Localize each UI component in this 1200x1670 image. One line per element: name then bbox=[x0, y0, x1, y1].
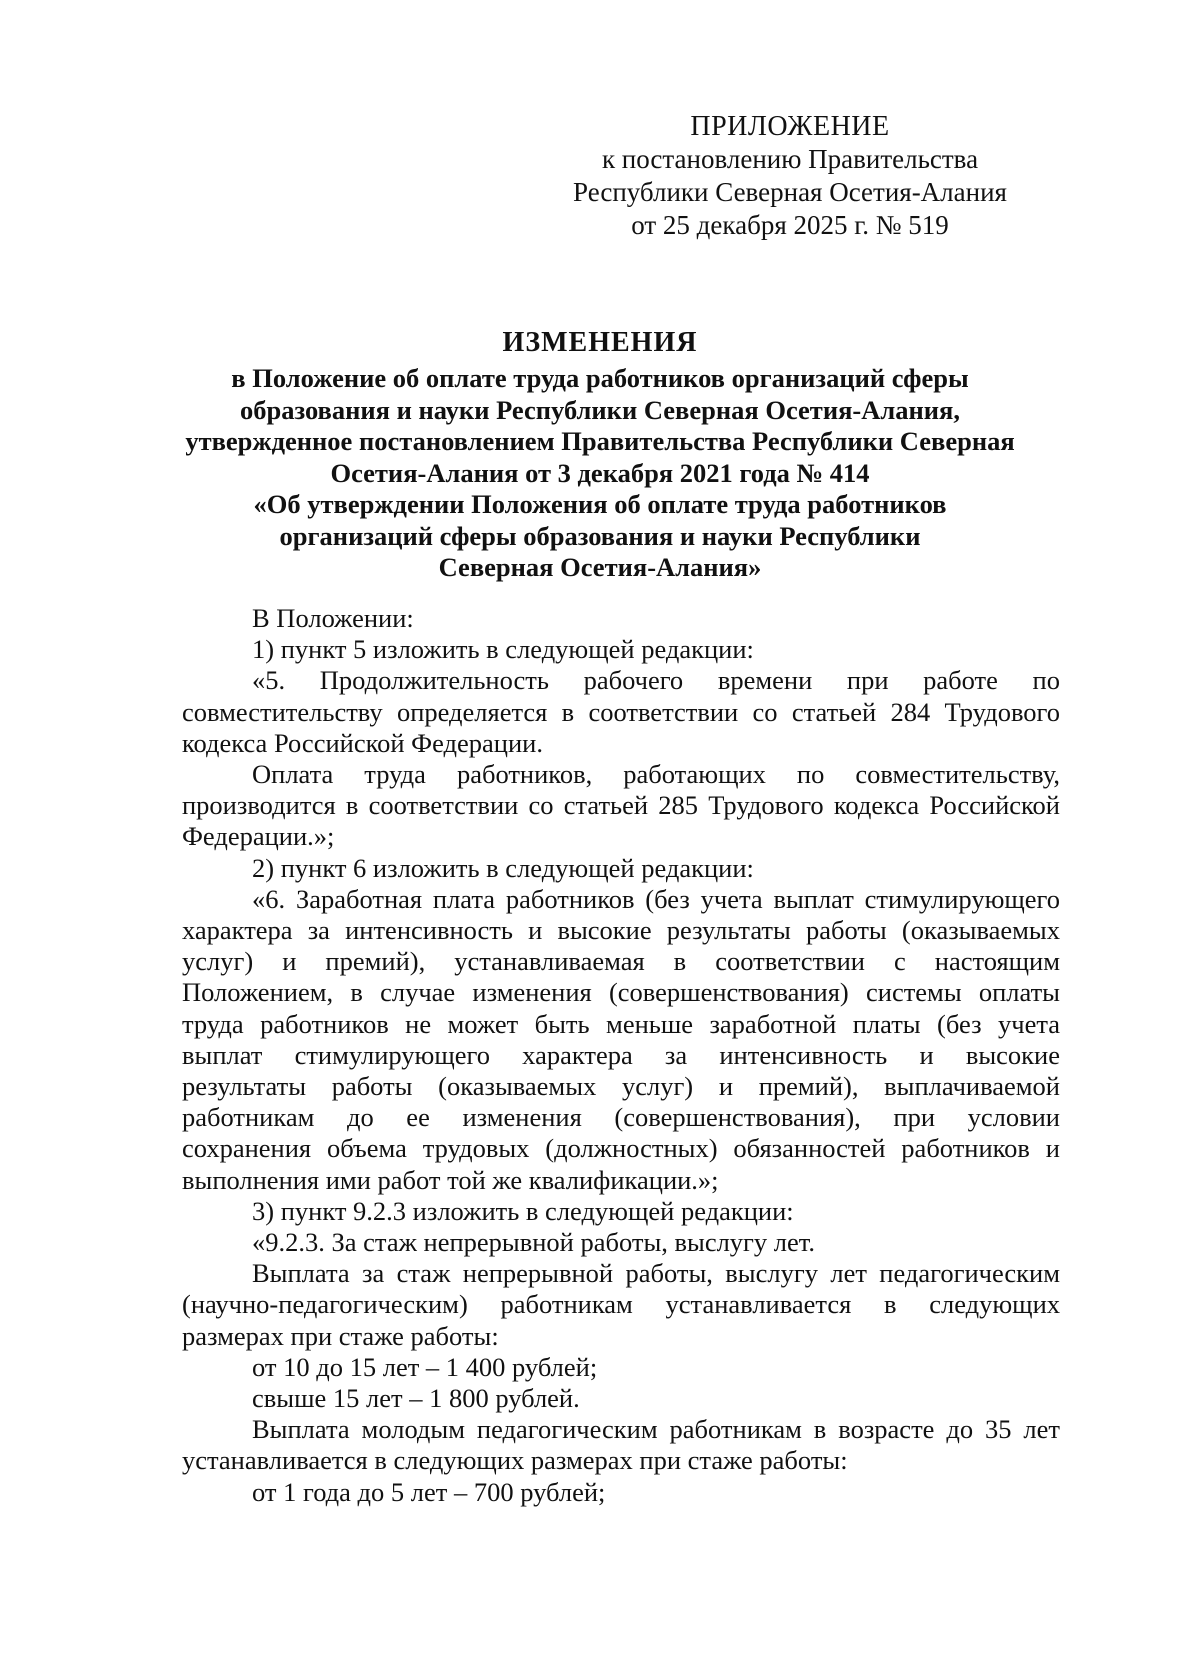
body-line: труда работников не может быть меньше заработной платы (без учета bbox=[182, 1008, 1060, 1039]
body-line: характера за интенсивность и высокие результаты работы (оказываемых bbox=[182, 915, 1060, 946]
body-line: от 1 года до 5 лет – 700 рублей; bbox=[252, 1476, 606, 1507]
body-line: свыше 15 лет – 1 800 рублей. bbox=[252, 1383, 580, 1414]
body-line: Положением, в случае изменения (совершенствования) системы оплаты bbox=[182, 977, 1060, 1008]
document-title bbox=[150, 325, 1050, 584]
body-line: кодекса Российской Федерации. bbox=[182, 727, 543, 758]
body-line: «9.2.3. За стаж непрерывной работы, выслугу лет. bbox=[252, 1227, 815, 1258]
appendix-line-3: от 25 декабря 2025 г. № 519 bbox=[631, 210, 949, 240]
title-line: Северная Осетия-Алания» bbox=[438, 552, 762, 582]
body-line: В Положении: bbox=[252, 603, 414, 633]
appendix-header bbox=[560, 110, 1020, 242]
document-body bbox=[182, 603, 1060, 1508]
body-line: 1) пункт 5 изложить в следующей редакции: bbox=[252, 634, 754, 665]
appendix-heading: ПРИЛОЖЕНИЕ bbox=[690, 111, 890, 142]
title-line: в Положение об оплате труда работников организаций сферы bbox=[231, 363, 969, 393]
body-line: Оплата труда работников, работающих по совместительству, bbox=[252, 759, 1060, 790]
body-line: результаты работы (оказываемых услуг) и премий), выплачиваемой bbox=[182, 1071, 1060, 1102]
body-line: Выплата молодым педагогическим работникам в возрасте до 35 лет bbox=[252, 1414, 1060, 1445]
body-line: (научно-педагогическим) работникам устанавливается в следующих bbox=[182, 1289, 1060, 1320]
title-line: организаций сферы образования и науки Республики bbox=[279, 520, 921, 551]
body-line: выполнения ими работ той же квалификации.»; bbox=[182, 1164, 719, 1195]
title-line: образования и науки Республики Северная Осетия-Алания, bbox=[239, 394, 961, 425]
body-line: сохранения объема трудовых (должностных) обязанностей работников и bbox=[182, 1133, 1060, 1164]
body-line: производится в соответствии со статьей 285 Трудового кодекса Российской bbox=[182, 790, 1060, 821]
title-line: «Об утверждении Положения об оплате труда работников bbox=[253, 489, 947, 519]
body-line: от 10 до 15 лет – 1 400 рублей; bbox=[252, 1351, 598, 1382]
body-line: работникам до ее изменения (совершенствования), при условии bbox=[182, 1102, 1060, 1133]
title-line: утвержденное постановлением Правительства Республики Северная bbox=[185, 426, 1015, 456]
body-line: 2) пункт 6 изложить в следующей редакции: bbox=[252, 852, 754, 883]
body-line: «6. Заработная плата работников (без учета выплат стимулирующего bbox=[252, 883, 1060, 914]
title-main: ИЗМЕНЕНИЯ bbox=[502, 327, 698, 358]
appendix-line-2: Республики Северная Осетия-Алания bbox=[573, 177, 1007, 207]
body-line: совместительству определяется в соответствии со статьей 284 Трудового bbox=[182, 696, 1060, 727]
body-line: Выплата за стаж непрерывной работы, выслугу лет педагогическим bbox=[252, 1258, 1060, 1289]
body-line: услуг) и премий), устанавливаемая в соответствии с настоящим bbox=[182, 946, 1060, 977]
body-line: устанавливается в следующих размерах при стаже работы: bbox=[182, 1445, 848, 1476]
body-line: 3) пункт 9.2.3 изложить в следующей редакции: bbox=[252, 1195, 794, 1226]
body-line: Федерации.»; bbox=[182, 821, 335, 852]
appendix-line-1: к постановлению Правительства bbox=[601, 144, 979, 174]
title-line: Осетия-Алания от 3 декабря 2021 года № 414 bbox=[330, 457, 870, 488]
body-line: «5. Продолжительность рабочего времени при работе по bbox=[252, 665, 1060, 696]
body-line: выплат стимулирующего характера за интенсивность и высокие bbox=[182, 1039, 1060, 1070]
body-line: размерах при стаже работы: bbox=[182, 1320, 499, 1351]
